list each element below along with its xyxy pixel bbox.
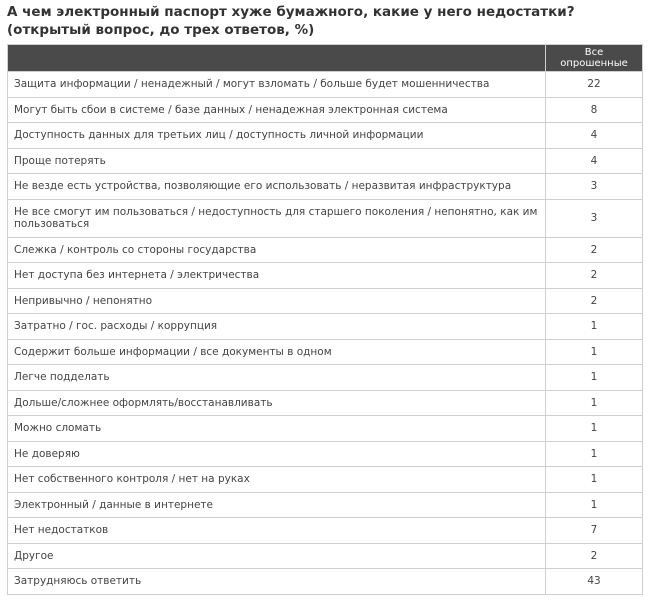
header-answer-column — [8, 45, 546, 72]
row-label: Другое — [8, 543, 546, 569]
table-body — [8, 72, 643, 595]
row-value: 2 — [546, 543, 643, 569]
table-row — [8, 199, 643, 237]
row-value: 1 — [546, 467, 643, 493]
row-value: 2 — [546, 288, 643, 314]
row-value: 4 — [546, 148, 643, 174]
row-value: 2 — [546, 263, 643, 289]
row-value: 8 — [546, 97, 643, 123]
row-value: 43 — [546, 569, 643, 595]
row-value: 1 — [546, 416, 643, 442]
row-value: 22 — [546, 72, 643, 98]
table-row — [8, 543, 643, 569]
row-value: 4 — [546, 123, 643, 149]
row-label: Нет собственного контроля / нет на руках — [8, 467, 546, 493]
row-label: Не везде есть устройства, позволяющие его использовать / неразвитая инфраструктура — [8, 174, 546, 200]
row-label: Слежка / контроль со стороны государства — [8, 237, 546, 263]
row-label: Не доверяю — [8, 441, 546, 467]
row-label: Легче подделать — [8, 365, 546, 391]
table-row — [8, 365, 643, 391]
row-label: Не все смогут им пользоваться / недоступность для старшего поколения / непонятно, как им пользоваться — [8, 199, 546, 237]
page-title: А чем электронный паспорт хуже бумажного, какие у него недостатки? (открытый вопрос, до трех ответов, %) — [7, 4, 575, 38]
row-label: Защита информации / ненадежный / могут взломать / больше будет мошенничества — [8, 72, 546, 98]
table-row — [8, 97, 643, 123]
row-label: Затрудняюсь ответить — [8, 569, 546, 595]
table-row — [8, 390, 643, 416]
row-label: Содержит больше информации / все документы в одном — [8, 339, 546, 365]
row-label: Нет доступа без интернета / электричества — [8, 263, 546, 289]
row-value: 3 — [546, 199, 643, 237]
table-row — [8, 72, 643, 98]
row-value: 1 — [546, 339, 643, 365]
results-table — [7, 44, 643, 595]
table-row — [8, 148, 643, 174]
table-row — [8, 237, 643, 263]
row-value: 7 — [546, 518, 643, 544]
table-row — [8, 441, 643, 467]
table-row — [8, 416, 643, 442]
table-row — [8, 174, 643, 200]
row-label: Непривычно / непонятно — [8, 288, 546, 314]
row-label: Можно сломать — [8, 416, 546, 442]
row-value: 1 — [546, 492, 643, 518]
row-label: Электронный / данные в интернете — [8, 492, 546, 518]
row-label: Дольше/сложнее оформлять/восстанавливать — [8, 390, 546, 416]
table-row — [8, 492, 643, 518]
header-all-respondents: Все опрошенные — [546, 45, 643, 72]
row-label: Затратно / гос. расходы / коррупция — [8, 314, 546, 340]
table-header-row — [8, 45, 643, 72]
row-label: Нет недостатков — [8, 518, 546, 544]
row-label: Доступность данных для третьих лиц / доступность личной информации — [8, 123, 546, 149]
table-row — [8, 123, 643, 149]
table-row — [8, 569, 643, 595]
row-value: 2 — [546, 237, 643, 263]
row-value: 1 — [546, 390, 643, 416]
table-row — [8, 263, 643, 289]
table-row — [8, 467, 643, 493]
table-row — [8, 314, 643, 340]
row-value: 1 — [546, 441, 643, 467]
table-row — [8, 339, 643, 365]
row-label: Проще потерять — [8, 148, 546, 174]
row-value: 3 — [546, 174, 643, 200]
row-value: 1 — [546, 365, 643, 391]
table-row — [8, 288, 643, 314]
row-label: Могут быть сбои в системе / базе данных / ненадежная электронная система — [8, 97, 546, 123]
table-row — [8, 518, 643, 544]
row-value: 1 — [546, 314, 643, 340]
